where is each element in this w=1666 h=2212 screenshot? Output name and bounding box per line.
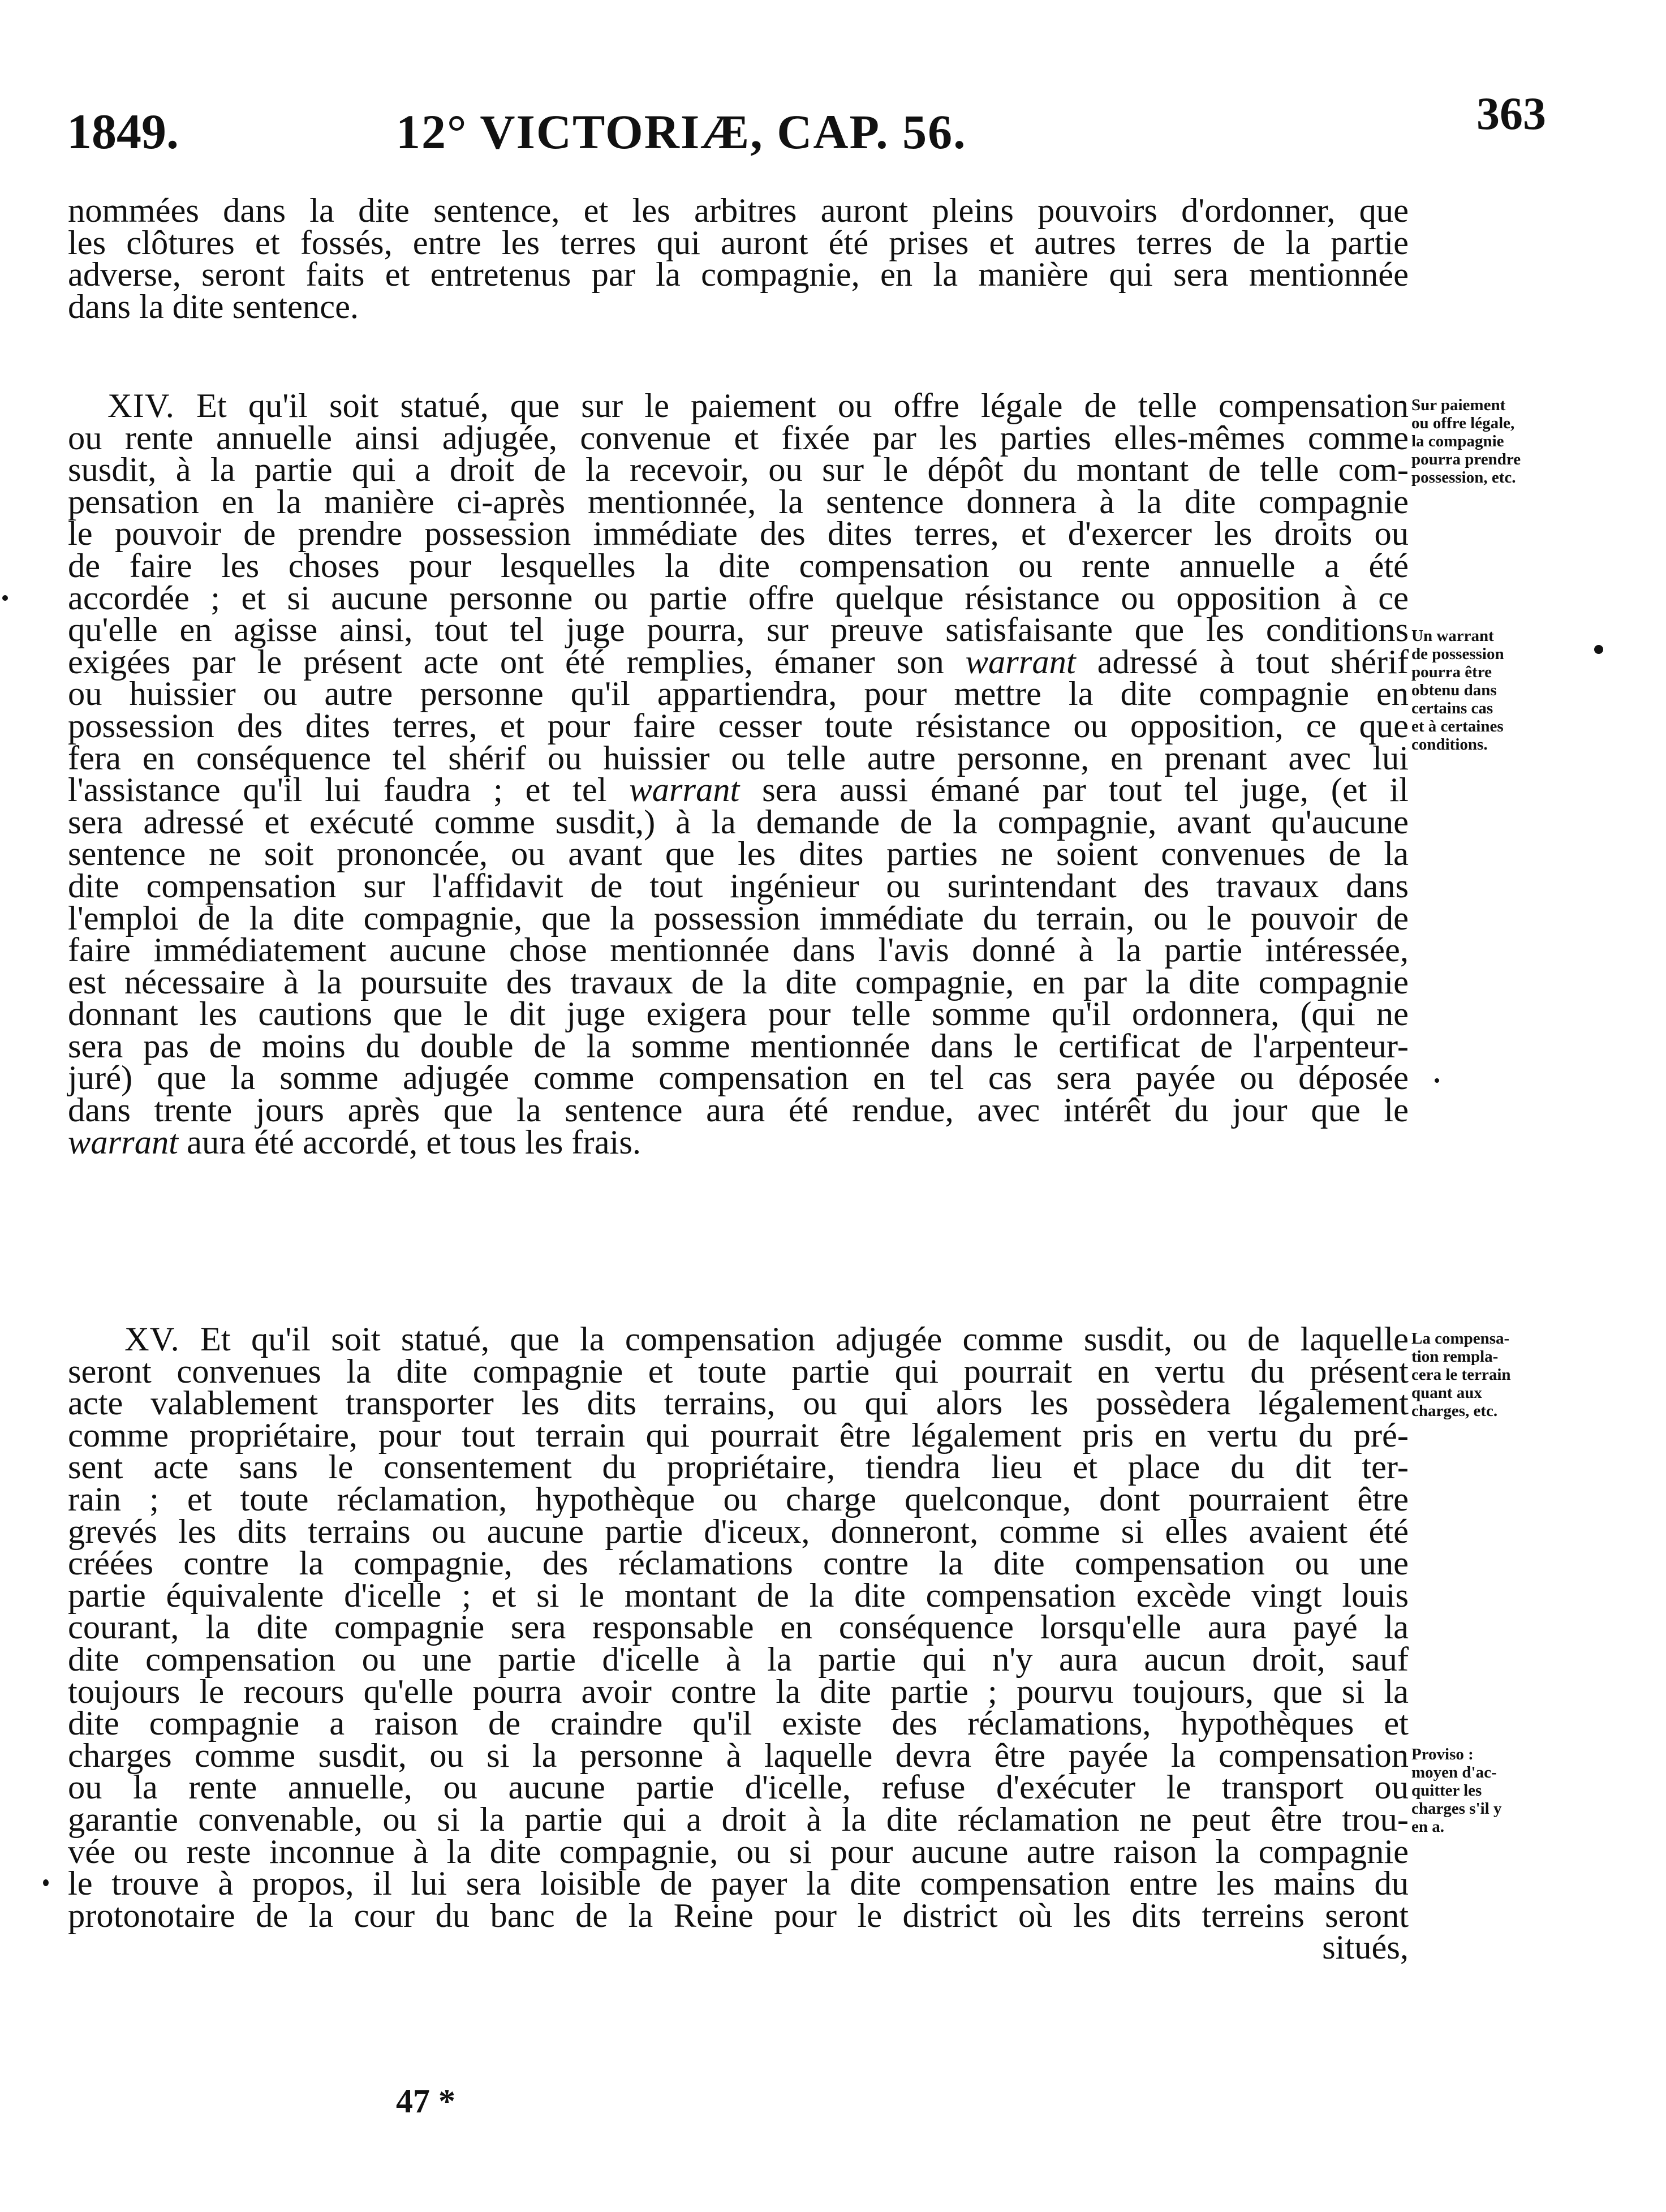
side-note-line: quant aux [1411,1384,1482,1402]
side-note-warrant [1411,627,1575,754]
text-line: le trouve à propos, il lui sera loisible de payer la dite compensation entre les mains du [68,1865,1409,1903]
italic-warrant: warrant [629,771,740,810]
text-line: est nécessaire à la poursuite des travaux de la dite compagnie, en par la dite compagnie [68,963,1409,1001]
text-line: faire immédiatement aucune chose mentionnée dans l'avis donné à la partie intéressée, [68,931,1409,970]
text-line: juré) que la somme adjugée comme compensation en tel cas sera payée ou déposée [68,1059,1409,1098]
text-line: accordée ; et si aucune personne ou partie offre quelque résistance ou opposition à ce [68,579,1409,617]
text-line: de faire les choses pour lesquelles la dite compensation ou rente annuelle a été [68,546,1409,585]
header-year: 1849. [67,105,179,160]
side-note-line: charges, etc. [1411,1402,1498,1420]
side-note-compensation [1411,1329,1575,1420]
italic-warrant: warrant [68,1123,179,1161]
side-note-line: La compensa- [1411,1329,1510,1348]
side-note-line: conditions. [1411,735,1488,754]
text-segment: Et qu'il soit statué, que sur le paiement ou offre légale de telle compensation [196,387,1409,425]
italic-warrant: warrant [965,643,1076,681]
text-line: pensation en la manière ci-après mentionnée, la sentence donnera à la dite compagnie [68,483,1409,521]
text-line: situés, [1322,1929,1409,1967]
side-note-proviso [1411,1745,1575,1836]
text-line: ou la rente annuelle, ou aucune partie d'icelle, refuse d'exécuter le transport ou [68,1768,1409,1807]
text-line: dite compensation ou une partie d'icelle à la partie qui n'y aura aucun droit, sauf [68,1640,1409,1679]
text-line: sera pas de moins du double de la somme mentionnée dans le certificat de l'arpenteur- [68,1027,1409,1065]
text-segment: Et qu'il soit statué, que la compensation adjugée comme susdit, ou de laquelle [200,1320,1409,1358]
text-segment: l'assistance qu'il lui faudra ; et tel [68,771,607,810]
text-line: comme propriétaire, pour tout terrain qui pourrait être légalement pris en vertu du pré- [68,1416,1409,1454]
text-segment: exigées par le présent acte ont été remplies, émaner son [68,643,944,681]
side-note-line: la compagnie [1411,432,1504,450]
side-note-line: tion rempla- [1411,1348,1499,1366]
text-line: toujours le recours qu'elle pourra avoir contre la dite partie ; pourvu toujours, que si la [68,1672,1409,1711]
scan-speck [1594,645,1603,654]
section-xv [68,1320,1409,1967]
side-note-line: Sur paiement [1411,396,1506,414]
text-line: ou rente annuelle ainsi adjugée, convenue et fixée par les parties elles-mêmes comme [68,419,1409,457]
text-line [68,771,1409,810]
text-line: ou huissier ou autre personne qu'il appartiendra, pour mettre la dite compagnie en [68,675,1409,713]
footer-folio: 47 * [396,2082,455,2120]
text-line: sentence ne soit prononcée, ou avant que les dites parties ne soient convenues de la [68,835,1409,873]
side-note-possession [1411,396,1575,487]
text-line: grevés les dits terrains ou aucune partie d'iceux, donneront, comme si elles avaient été [68,1512,1409,1551]
text-segment: adressé à tout shérif [1097,643,1409,681]
section-number: XV. [124,1320,180,1358]
text-line: le pouvoir de prendre possession immédiate des dites terres, et d'exercer les droits ou [68,515,1409,553]
side-note-line: certains cas [1411,699,1493,717]
side-note-line: de possession [1411,645,1504,663]
scan-speck [1435,1078,1439,1083]
text-line: dans la dite sentence. [68,287,359,326]
text-line: dite compensation sur l'affidavit de tout ingénieur ou surintendant des travaux dans [68,867,1409,905]
side-note-line: quitter les [1411,1781,1482,1800]
side-note-line: possession, etc. [1411,468,1516,487]
text-line: partie équivalente d'icelle ; et si le montant de la dite compensation excède vingt louis [68,1576,1409,1615]
text-line: acte valablement transporter les dits terrains, ou qui alors les possèdera légalement [68,1384,1409,1423]
side-note-line: cera le terrain [1411,1366,1511,1384]
text-line: les clôtures et fossés, entre les terres qui auront été prises et autres terres de la partie [68,223,1409,262]
text-line: fera en conséquence tel shérif ou huissier ou telle autre personne, en prenant avec lui [68,739,1409,777]
text-line: adverse, seront faits et entretenus par la compagnie, en la manière qui sera mentionnée [68,256,1409,294]
text-line: l'emploi de la dite compagnie, que la possession immédiate du terrain, ou le pouvoir de [68,899,1409,937]
text-line: courant, la dite compagnie sera responsable en conséquence lorsqu'elle aura payé la [68,1608,1409,1647]
text-line: seront convenues la dite compagnie et toute partie qui pourrait en vertu du présent [68,1352,1409,1391]
text-line: sent acte sans le consentement du propriétaire, tiendra lieu et place du dit ter- [68,1448,1409,1487]
text-line: possession des dites terres, et pour faire cesser toute résistance ou opposition, ce que [68,707,1409,745]
side-note-line: Proviso : [1411,1745,1474,1763]
side-note-line: et à certaines [1411,717,1504,735]
scan-speck [43,1879,49,1886]
paragraph-continuation [68,192,1409,326]
side-note-line: pourra prendre [1411,450,1521,468]
text-line: susdit, à la partie qui a droit de la recevoir, ou sur le dépôt du montant de telle com- [68,451,1409,489]
header-page-number: 363 [1476,88,1546,139]
side-note-line: charges s'il y [1411,1800,1502,1818]
text-line: sera adressé et exécuté comme susdit,) à la demande de la compagnie, avant qu'aucune [68,803,1409,841]
text-line: nommées dans la dite sentence, et les arbitres auront pleins pouvoirs d'ordonner, que [68,192,1409,230]
text-line: garantie convenable, ou si la partie qui a droit à la dite réclamation ne peut être trou- [68,1800,1409,1839]
scan-speck [2,595,8,601]
text-line: vée ou reste inconnue à la dite compagnie, ou si pour aucune autre raison la compagnie [68,1832,1409,1871]
side-note-line: pourra être [1411,663,1492,681]
text-line: charges comme susdit, ou si la personne à laquelle devra être payée la compensation [68,1736,1409,1775]
text-segment: aura été accordé, et tous les frais. [187,1123,642,1161]
text-line [68,387,1409,425]
section-xiv [68,387,1409,1161]
side-note-line: Un warrant [1411,627,1494,645]
text-line [68,643,1409,681]
side-note-line: en a. [1411,1818,1444,1836]
text-line: protonotaire de la cour du banc de la Reine pour le district où les dits terreins seront [68,1896,1409,1935]
text-line: qu'elle en agisse ainsi, tout tel juge pourra, sur preuve satisfaisante que les conditions [68,611,1409,649]
text-line: dans trente jours après que la sentence aura été rendue, avec intérêt du jour que le [68,1091,1409,1130]
section-number: XIV. [107,387,175,425]
side-note-line: obtenu dans [1411,681,1497,699]
text-line: rain ; et toute réclamation, hypothèque ou charge quelconque, dont pourraient être [68,1480,1409,1518]
text-line: dite compagnie a raison de craindre qu'il existe des réclamations, hypothèques et [68,1705,1409,1743]
text-line [68,1123,1409,1161]
text-line [68,1320,1409,1358]
text-segment: sera aussi émané par tout tel juge, (et il [762,771,1409,810]
side-note-line: ou offre légale, [1411,414,1515,432]
side-note-line: moyen d'ac- [1411,1763,1497,1781]
text-line: donnant les cautions que le dit juge exigera pour telle somme qu'il ordonnera, (qui ne [68,995,1409,1034]
header-title: 12° VICTORIÆ, CAP. 56. [396,105,967,159]
text-line: créées contre la compagnie, des réclamations contre la dite compensation ou une [68,1544,1409,1583]
